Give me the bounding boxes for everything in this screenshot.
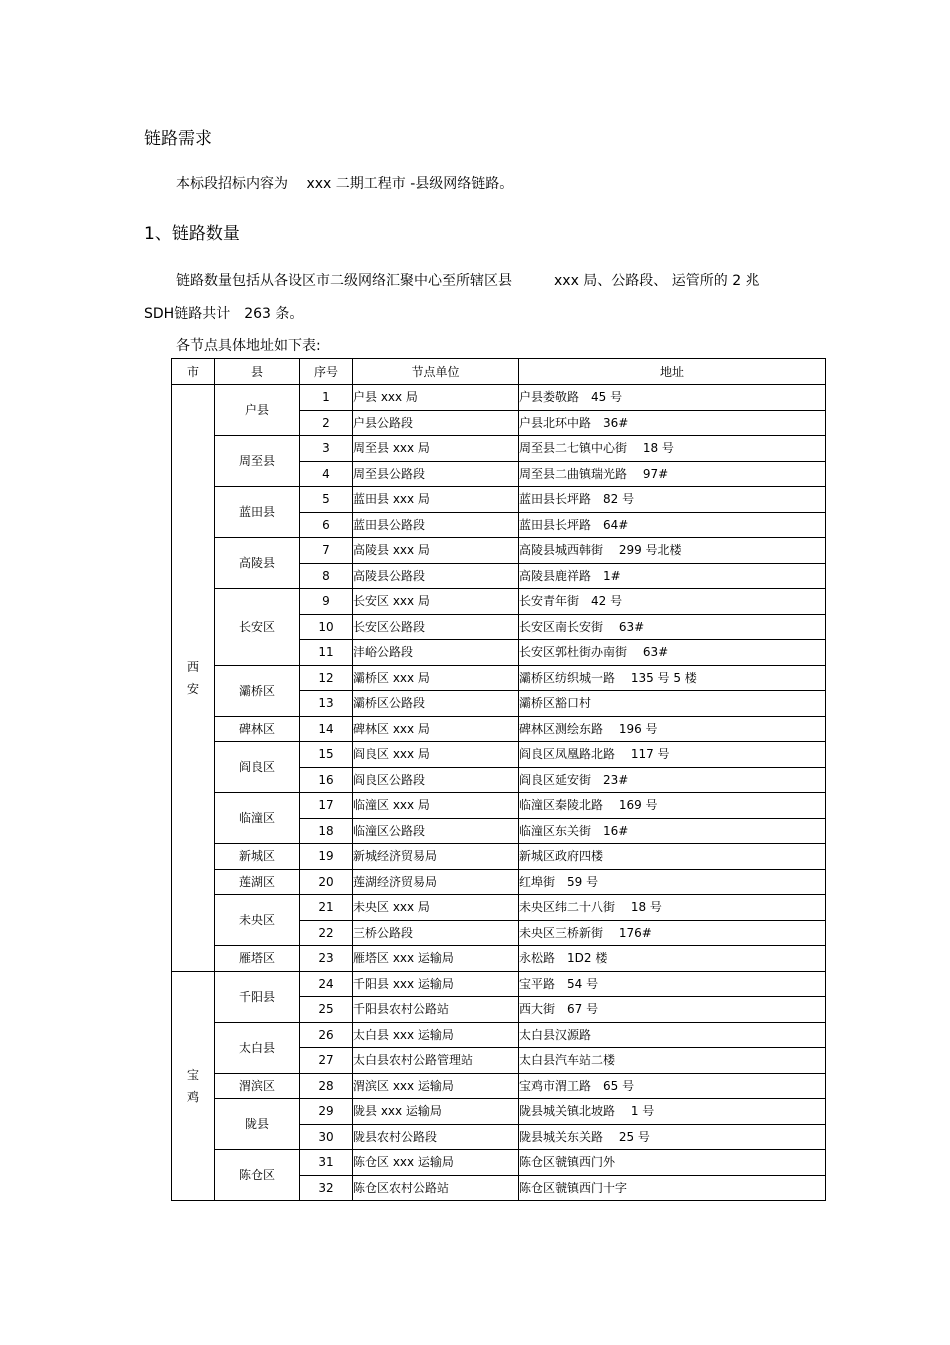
address-cell: 阎良区延安街 23# <box>519 767 826 793</box>
county-cell: 新城区 <box>215 844 300 870</box>
number-cell: 29 <box>300 1099 353 1125</box>
node-address-table <box>171 358 826 1201</box>
unit-cell: 千阳县 xxx 运输局 <box>353 971 519 997</box>
county-cell: 渭滨区 <box>215 1073 300 1099</box>
county-cell: 碑林区 <box>215 716 300 742</box>
unit-cell: 户县 xxx 局 <box>353 385 519 411</box>
address-cell: 临潼区秦陵北路 169 号 <box>519 793 826 819</box>
number-cell: 19 <box>300 844 353 870</box>
address-cell: 周至县二七镇中心街 18 号 <box>519 436 826 462</box>
unit-cell: 阎良区公路段 <box>353 767 519 793</box>
table-row <box>172 895 826 921</box>
address-cell: 灞桥区豁口村 <box>519 691 826 717</box>
table-row <box>172 1099 826 1125</box>
unit-cell: 碑林区 xxx 局 <box>353 716 519 742</box>
header-address: 地址 <box>519 359 826 385</box>
number-cell: 20 <box>300 869 353 895</box>
number-cell: 10 <box>300 614 353 640</box>
table-row <box>172 1073 826 1099</box>
address-cell: 宝平路 54 号 <box>519 971 826 997</box>
number-cell: 1 <box>300 385 353 411</box>
number-cell: 28 <box>300 1073 353 1099</box>
unit-cell: 蓝田县 xxx 局 <box>353 487 519 513</box>
unit-cell: 周至县公路段 <box>353 461 519 487</box>
table-row <box>172 793 826 819</box>
link-count-paragraph-line2: SDH链路共计 263 条。 <box>144 306 304 322</box>
header-county: 县 <box>215 359 300 385</box>
number-cell: 12 <box>300 665 353 691</box>
address-cell: 宝鸡市渭工路 65 号 <box>519 1073 826 1099</box>
address-cell: 西大街 67 号 <box>519 997 826 1023</box>
county-cell: 陈仓区 <box>215 1150 300 1201</box>
address-cell: 红埠街 59 号 <box>519 869 826 895</box>
table-row <box>172 971 826 997</box>
number-cell: 30 <box>300 1124 353 1150</box>
header-city: 市 <box>172 359 215 385</box>
unit-cell: 长安区公路段 <box>353 614 519 640</box>
table-row <box>172 844 826 870</box>
address-cell: 高陵县鹿祥路 1# <box>519 563 826 589</box>
address-cell: 阎良区凤凰路北路 117 号 <box>519 742 826 768</box>
table-body <box>172 385 826 1201</box>
unit-cell: 高陵县公路段 <box>353 563 519 589</box>
number-cell: 18 <box>300 818 353 844</box>
unit-cell: 新城经济贸易局 <box>353 844 519 870</box>
number-cell: 16 <box>300 767 353 793</box>
county-cell: 太白县 <box>215 1022 300 1073</box>
unit-cell: 雁塔区 xxx 运输局 <box>353 946 519 972</box>
county-cell: 阎良区 <box>215 742 300 793</box>
unit-cell: 阎良区 xxx 局 <box>353 742 519 768</box>
address-cell: 碑林区测绘东路 196 号 <box>519 716 826 742</box>
address-cell: 未央区纬二十八街 18 号 <box>519 895 826 921</box>
county-cell: 临潼区 <box>215 793 300 844</box>
table-row <box>172 436 826 462</box>
table-row <box>172 869 826 895</box>
number-cell: 2 <box>300 410 353 436</box>
number-cell: 17 <box>300 793 353 819</box>
address-cell: 长安青年街 42 号 <box>519 589 826 615</box>
city-cell: 西 安 <box>172 385 215 972</box>
number-cell: 31 <box>300 1150 353 1176</box>
county-cell: 户县 <box>215 385 300 436</box>
intro-paragraph: 本标段招标内容为 xxx 二期工程市 -县级网络链路。 <box>176 176 514 192</box>
unit-cell: 灞桥区公路段 <box>353 691 519 717</box>
section-heading: 链路需求 <box>144 129 212 149</box>
unit-cell: 临潼区 xxx 局 <box>353 793 519 819</box>
county-cell: 千阳县 <box>215 971 300 1022</box>
number-cell: 26 <box>300 1022 353 1048</box>
address-cell: 蓝田县长坪路 82 号 <box>519 487 826 513</box>
address-cell: 周至县二曲镇瑞光路 97# <box>519 461 826 487</box>
number-cell: 6 <box>300 512 353 538</box>
address-cell: 太白县汉源路 <box>519 1022 826 1048</box>
address-cell: 灞桥区纺织城一路 135 号 5 楼 <box>519 665 826 691</box>
address-cell: 新城区政府四楼 <box>519 844 826 870</box>
address-cell: 户县娄敬路 45 号 <box>519 385 826 411</box>
address-cell: 蓝田县长坪路 64# <box>519 512 826 538</box>
unit-cell: 未央区 xxx 局 <box>353 895 519 921</box>
county-cell: 未央区 <box>215 895 300 946</box>
address-cell: 永松路 1D2 楼 <box>519 946 826 972</box>
county-cell: 莲湖区 <box>215 869 300 895</box>
table-row <box>172 487 826 513</box>
table-row <box>172 665 826 691</box>
table-header-row <box>172 359 826 385</box>
city-cell: 宝 鸡 <box>172 971 215 1201</box>
unit-cell: 千阳县农村公路站 <box>353 997 519 1023</box>
number-cell: 14 <box>300 716 353 742</box>
address-cell: 陇县城关镇北坡路 1 号 <box>519 1099 826 1125</box>
subsection-heading: 1、链路数量 <box>144 224 240 244</box>
number-cell: 4 <box>300 461 353 487</box>
table-row <box>172 946 826 972</box>
table-row <box>172 716 826 742</box>
number-cell: 24 <box>300 971 353 997</box>
number-cell: 27 <box>300 1048 353 1074</box>
unit-cell: 太白县 xxx 运输局 <box>353 1022 519 1048</box>
address-cell: 高陵县城西韩街 299 号北楼 <box>519 538 826 564</box>
unit-cell: 户县公路段 <box>353 410 519 436</box>
unit-cell: 灞桥区 xxx 局 <box>353 665 519 691</box>
number-cell: 25 <box>300 997 353 1023</box>
header-node-unit: 节点单位 <box>353 359 519 385</box>
unit-cell: 沣峪公路段 <box>353 640 519 666</box>
address-cell: 户县北环中路 36# <box>519 410 826 436</box>
number-cell: 23 <box>300 946 353 972</box>
number-cell: 8 <box>300 563 353 589</box>
address-cell: 陈仓区虢镇西门外 <box>519 1150 826 1176</box>
unit-cell: 长安区 xxx 局 <box>353 589 519 615</box>
county-cell: 长安区 <box>215 589 300 666</box>
unit-cell: 陈仓区农村公路站 <box>353 1175 519 1201</box>
address-cell: 临潼区东关街 16# <box>519 818 826 844</box>
number-cell: 21 <box>300 895 353 921</box>
county-cell: 雁塔区 <box>215 946 300 972</box>
table-row <box>172 385 826 411</box>
unit-cell: 渭滨区 xxx 运输局 <box>353 1073 519 1099</box>
table-row <box>172 589 826 615</box>
unit-cell: 临潼区公路段 <box>353 818 519 844</box>
table-intro-text: 各节点具体地址如下表: <box>176 338 321 354</box>
unit-cell: 陈仓区 xxx 运输局 <box>353 1150 519 1176</box>
unit-cell: 陇县 xxx 运输局 <box>353 1099 519 1125</box>
unit-cell: 太白县农村公路管理站 <box>353 1048 519 1074</box>
number-cell: 5 <box>300 487 353 513</box>
address-cell: 太白县汽车站二楼 <box>519 1048 826 1074</box>
number-cell: 9 <box>300 589 353 615</box>
table-row <box>172 538 826 564</box>
link-count-paragraph-line1: 链路数量包括从各设区市二级网络汇聚中心至所辖区县 xxx 局、公路段、 运管所的 2 兆 <box>176 273 760 289</box>
table-row <box>172 1022 826 1048</box>
address-cell: 未央区三桥新街 176# <box>519 920 826 946</box>
county-cell: 灞桥区 <box>215 665 300 716</box>
table-row <box>172 1150 826 1176</box>
county-cell: 陇县 <box>215 1099 300 1150</box>
address-cell: 陇县城关东关路 25 号 <box>519 1124 826 1150</box>
unit-cell: 三桥公路段 <box>353 920 519 946</box>
number-cell: 3 <box>300 436 353 462</box>
county-cell: 蓝田县 <box>215 487 300 538</box>
unit-cell: 高陵县 xxx 局 <box>353 538 519 564</box>
county-cell: 高陵县 <box>215 538 300 589</box>
number-cell: 7 <box>300 538 353 564</box>
number-cell: 13 <box>300 691 353 717</box>
number-cell: 22 <box>300 920 353 946</box>
number-cell: 11 <box>300 640 353 666</box>
table-row <box>172 742 826 768</box>
unit-cell: 陇县农村公路段 <box>353 1124 519 1150</box>
unit-cell: 周至县 xxx 局 <box>353 436 519 462</box>
unit-cell: 莲湖经济贸易局 <box>353 869 519 895</box>
number-cell: 15 <box>300 742 353 768</box>
address-cell: 长安区郭杜街办南街 63# <box>519 640 826 666</box>
address-cell: 长安区南长安街 63# <box>519 614 826 640</box>
address-cell: 陈仓区虢镇西门十字 <box>519 1175 826 1201</box>
unit-cell: 蓝田县公路段 <box>353 512 519 538</box>
county-cell: 周至县 <box>215 436 300 487</box>
number-cell: 32 <box>300 1175 353 1201</box>
header-number: 序号 <box>300 359 353 385</box>
